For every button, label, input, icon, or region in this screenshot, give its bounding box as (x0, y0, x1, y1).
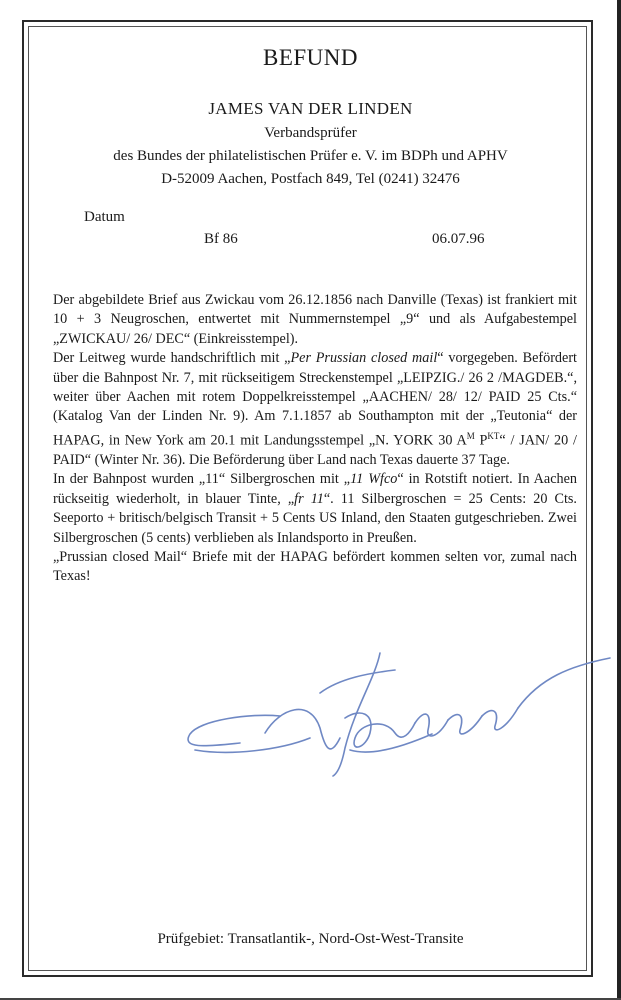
examiner-association: des Bundes der philatelistischen Prüfer e. V. im BDPh und APHV (113, 148, 508, 164)
route-instruction: Per Prussian closed mail (290, 350, 438, 367)
rate-marking-blue: fr 11 (294, 490, 324, 507)
rate-marking-red: 11 Wfco (350, 471, 398, 488)
paragraph-4: „Prussian closed Mail“ Briefe mit der HAPAG befördert kommen selten vor, zumal nach Texas! (53, 549, 577, 585)
certificate-reference: Bf 86 (204, 231, 238, 247)
handwritten-signature (170, 638, 621, 788)
examiner-role: Verbandsprüfer (264, 125, 357, 141)
paragraph-1: Der abgebildete Brief aus Zwickau vom 26.12.1856 nach Danville (Texas) ist frankiert mit 10 + 3 Neugroschen, entwertet mit Nummernstempel „9“ und als Aufgabestempel „ZWICKAU/ 26/ DEC“ (Einkreisstempel). (53, 292, 577, 347)
paragraph-2: Der Leitweg wurde handschriftlich mit „Per Prussian closed mail“ vorgegeben. Befördert über die Bahnpost Nr. 7, mit rückseitigem Streckenstempel „LEIPZIG./ 26 2 /MAGDEB.“, weiter über Aachen mit rotem Doppelkreisstempel „AACHEN/ 28/ 12/ PAID 25 Cts.“ (Katalog Van der Linden Nr. 9). Am 7.1.1857 ab Southampton mit der „Teutonia“ der HAPAG, in New York am 20.1 mit Landungsstempel „N. YORK 30 $A^M$ $P^{KT}“ / JAN/$ 20 / PAID“ (Winter Nr. 36). Die Beförderung über Land nach Texas dauerte 37 Tage. (53, 350, 578, 468)
certificate-date: 06.07.96 (432, 231, 485, 247)
examiner-address: D-52009 Aachen, Postfach 849, Tel (0241) 32476 (161, 171, 460, 187)
datum-label: Datum (84, 209, 125, 225)
examination-area: Prüfgebiet: Transatlantik-, Nord-Ost-West-Transite (157, 931, 464, 947)
certificate-body (53, 291, 577, 587)
document-title: BEFUND (262, 45, 358, 70)
paragraph-3: In der Bahnpost wurden „11“ Silbergroschen mit „11 Wfco“ in Rotstift notiert. In Aachen rückseitig wiederholt, in blauer Tinte, „fr 11“. 11 Silbergroschen = 25 Cents: 20 Cts. Seeporto + britisch/belgisch Transit + 5 Cents US Inland, den Staaten gutgeschrieben. Zwei Silbergroschen (5 cents) verblieben als Inlandsporto in Preußen. (53, 471, 577, 546)
examiner-name: JAMES VAN DER LINDEN (208, 99, 413, 118)
